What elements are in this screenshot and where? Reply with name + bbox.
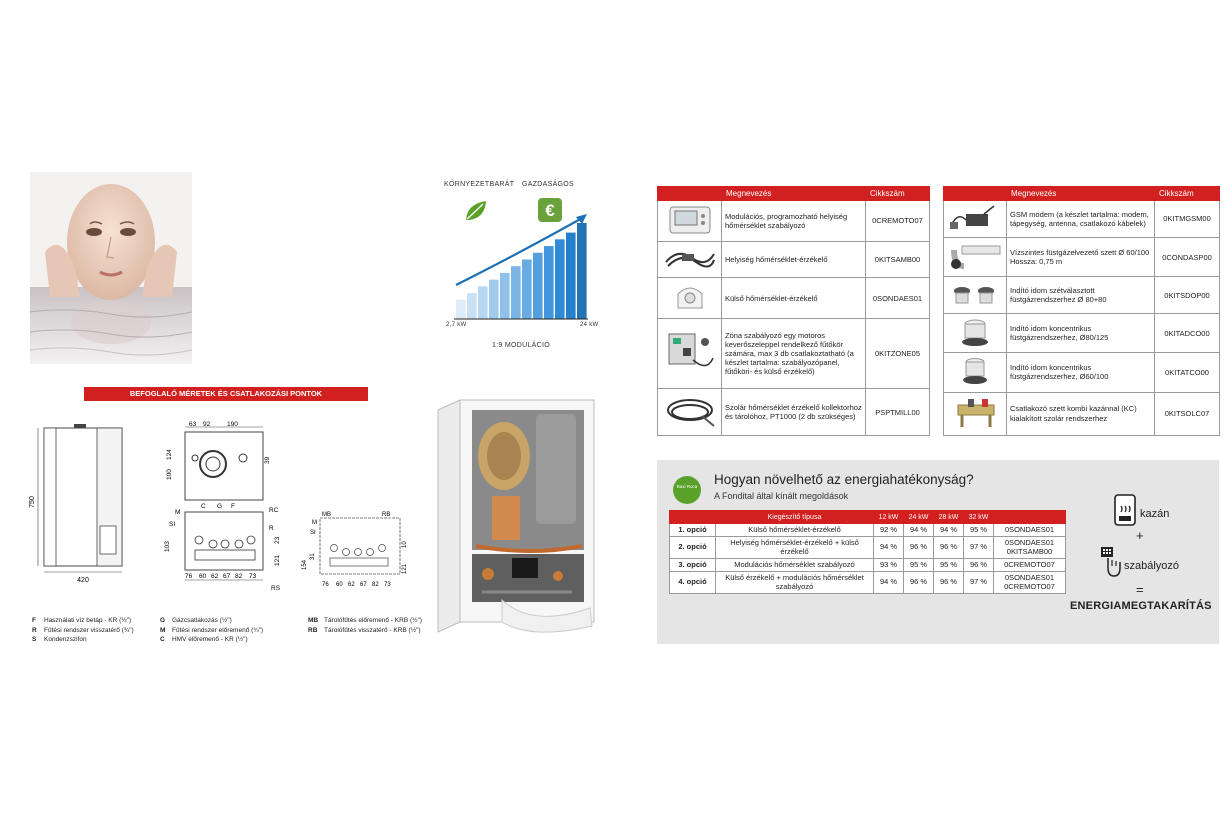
- modulation-caption: 1:9 MODULÁCIÓ: [492, 342, 550, 349]
- depth-dim-2: 23: [274, 536, 281, 544]
- economy-label: GAZDASÁGOS: [522, 181, 575, 188]
- legend-item: G Gázcsatlakozás (½"): [160, 617, 232, 624]
- table-row: [944, 201, 1220, 238]
- bottom-dim-5: 82: [235, 573, 243, 580]
- row-code: 0KITSAMB00: [866, 242, 930, 278]
- legend-item: RB Tárolófűtés visszatérő - KRB (½"): [308, 626, 421, 634]
- legend-item: M Fűtési rendszer előremenő (¾"): [160, 626, 264, 634]
- side-dim-3: 39: [264, 456, 271, 464]
- depth-dim-3: 121: [274, 555, 281, 566]
- row-name: Vízszintes füstgázelvezető szett Ø 60/100 Hossza: 0,75 m: [1007, 238, 1155, 277]
- legend-item: F Használati víz betáp - KR (½"): [32, 617, 132, 624]
- header-type: Kiegészítő típusa: [716, 511, 874, 524]
- table-row: [944, 353, 1220, 392]
- header-code: Cikkszám: [1155, 187, 1220, 201]
- height-label: 750: [29, 496, 36, 508]
- options-header-row: [670, 511, 1066, 524]
- table-row: [944, 314, 1220, 353]
- bottom-dim-2: 60: [199, 573, 207, 580]
- row-name: Modulációs, programozható helyiség hőmérséklet szabályozó: [722, 201, 866, 242]
- equals-sign: =: [1136, 582, 1144, 597]
- table-header-row: [944, 187, 1220, 201]
- header-24kw: 24 kW: [904, 511, 934, 524]
- boiler-icon: [1114, 494, 1136, 528]
- side-dim-2: 124: [166, 449, 173, 460]
- right-bottom-dim-2: 60: [336, 582, 343, 588]
- row-name: Szolár hőmérséklet érzékelő kollektorhoz és tárolóhoz, PT1000 (2 db szükséges): [722, 389, 866, 436]
- table-row: [944, 238, 1220, 277]
- split-adapter-icon: [944, 277, 1007, 314]
- modulation-bar: [489, 280, 499, 319]
- modulation-bar: [533, 253, 543, 319]
- modulation-bar: [522, 259, 532, 319]
- bottom-dim-3: 62: [211, 573, 219, 580]
- modulation-bar: [544, 246, 554, 319]
- outdoor-sensor-icon: [658, 278, 722, 319]
- boiler-front-drawing: [28, 422, 130, 590]
- header-name: Megnevezés: [722, 187, 866, 201]
- face-photo: [30, 172, 192, 364]
- header-code: Cikkszám: [866, 187, 930, 201]
- header-12kw: 12 kW: [874, 511, 904, 524]
- modulation-bar: [467, 293, 477, 319]
- options-row: 2. opció Helyiség hőmérséklet-érzékelő + külső érzékelő 94 % 96 % 96 % 97 % 0SONDAES01 0KITSAMB00: [670, 537, 1066, 559]
- conn-label-rc: RC: [269, 507, 279, 514]
- options-row: 1. opció Külső hőmérséklet-érzékelő 92 % 94 % 94 % 95 % 0SONDAES01: [670, 524, 1066, 537]
- concentric-small-icon: [944, 353, 1007, 392]
- bottom-dim-1: 76: [185, 573, 193, 580]
- side-dim-1: 100: [166, 469, 173, 480]
- bottom-dim-4: 67: [223, 573, 231, 580]
- svg-text:€: €: [545, 201, 555, 220]
- mb-label: MB: [322, 512, 331, 518]
- concentric-adapter-icon: [944, 314, 1007, 353]
- right-dim-1: 154: [302, 559, 308, 570]
- table-row: [658, 242, 930, 278]
- solar-probe-icon: [658, 389, 722, 436]
- eco-label: KÖRNYEZETBARÁT: [444, 181, 515, 188]
- table-row: [658, 389, 930, 436]
- szabalyozo-label: szabályozó: [1124, 560, 1180, 572]
- gsm-modem-icon: [944, 201, 1007, 238]
- row-code: 0KITADCO00: [1155, 314, 1220, 353]
- modulation-bar: [555, 239, 565, 319]
- top-dim-3: 190: [227, 421, 238, 428]
- conn-label-r: R: [269, 525, 274, 532]
- options-table: [669, 510, 1066, 594]
- boiler-internals-photo: [432, 396, 600, 640]
- thermostat-icon: [658, 201, 722, 242]
- modulation-bar: [566, 233, 576, 319]
- right-bottom-dim-3: 62: [348, 582, 355, 588]
- accessories-table-right: [943, 186, 1220, 436]
- row-code: 0KITZONE05: [866, 319, 930, 389]
- conn-label-c: C: [201, 503, 206, 510]
- accessories-table-left: [657, 186, 930, 436]
- boiler-bottom-drawing: [298, 508, 420, 590]
- header-32kw: 32 kW: [964, 511, 994, 524]
- options-row: 4. opció Külső érzékelő + modulációs hőmérséklet szabályozó 94 % 96 % 96 % 97 % 0SONDAES01 0CREMOTO07: [670, 572, 1066, 594]
- conn-label-f: F: [231, 503, 235, 510]
- legend-item: R Fűtési rendszer visszatérő (¾"): [32, 626, 134, 634]
- modulation-bar: [511, 266, 521, 319]
- table-row: [944, 392, 1220, 435]
- legend-item: C HMV előremenő - KR (½"): [160, 636, 248, 643]
- conn-label-rs: RS: [271, 585, 281, 592]
- row-name: Csatlakozó szett kombi kazánnal (KC) kialakított szolár rendszerhez: [1007, 392, 1155, 435]
- top-dim-2: 92: [203, 421, 211, 428]
- legend-col-3: [308, 616, 422, 635]
- conn-label-si: SI: [169, 521, 176, 528]
- row-name: Zóna szabályozó egy motoros keverőszeleppel rendelkező fűtőkör számára, max 3 db csatlakoztatható (a készlet tartalma: szabályozópanel, fűtőköri- és külső érzékelő): [722, 319, 866, 389]
- legend-col-2: [160, 616, 263, 645]
- legend-item: MB Tárolófűtés előremenő - KRB (½"): [308, 617, 423, 624]
- m-label: M: [312, 520, 317, 526]
- conn-label-m: M: [175, 509, 181, 516]
- row-name: Indító idom szétválasztott füstgázrendszerhez Ø 80+80: [1007, 277, 1155, 314]
- zone-board-icon: [658, 319, 722, 389]
- row-code: 0SONDAES01: [866, 278, 930, 319]
- modulation-bar: [577, 223, 587, 319]
- width-label: 420: [77, 577, 89, 584]
- row-name: GSM modem (a készlet tartalma: modem, tápegység, antenna, csatlakozó kábelek): [1007, 201, 1155, 238]
- plus-sign: +: [1136, 528, 1144, 543]
- row-name: Indító idom koncentrikus füstgázrendszerhez, Ø60/100: [1007, 353, 1155, 392]
- table-row: [944, 277, 1220, 314]
- row-name: Helyiség hőmérséklet-érzékelő: [722, 242, 866, 278]
- depth-dim-1: 103: [164, 541, 171, 552]
- table-header-row: [658, 187, 930, 201]
- si-label: SI: [310, 530, 316, 536]
- right-dim-2: 31: [310, 553, 316, 560]
- table-row: [658, 201, 930, 242]
- rb-label: RB: [382, 512, 391, 518]
- row-code: 0CREMOTO07: [866, 201, 930, 242]
- row-code: 0KITMGSM00: [1155, 201, 1220, 238]
- header-28kw: 28 kW: [934, 511, 964, 524]
- flue-kit-icon: [944, 238, 1007, 277]
- right-bottom-dim-5: 82: [372, 582, 379, 588]
- row-code: 0KITATCO00: [1155, 353, 1220, 392]
- modulation-chart: [446, 205, 606, 341]
- badge-icon: Baxi Roca: [673, 476, 701, 504]
- energy-savings-label: ENERGIAMEGTAKARÍTÁS: [1070, 600, 1212, 612]
- row-code: 0CONDASP00: [1155, 238, 1220, 277]
- right-bottom-dim-4: 67: [360, 582, 367, 588]
- row-code: 0KITSOLC07: [1155, 392, 1220, 435]
- efficiency-title: Hogyan növelhető az energiahatékonyság?: [714, 472, 974, 487]
- legend-col-1: [32, 616, 134, 645]
- table-row: [658, 319, 930, 389]
- conn-label-g: G: [217, 503, 223, 510]
- efficiency-subtitle: A Fondital által kínált megoldások: [714, 491, 849, 501]
- right-dim-3: 10: [402, 541, 408, 548]
- row-name: Külső hőmérséklet-érzékelő: [722, 278, 866, 319]
- right-bottom-dim-1: 76: [322, 582, 329, 588]
- dimensions-title: BEFOGLALÓ MÉRETEK ÉS CSATLAKOZÁSI PONTOK: [84, 387, 368, 401]
- options-row: 3. opció Modulációs hőmérséklet szabályozó 93 % 95 % 95 % 96 % 0CREMOTO07: [670, 559, 1066, 572]
- legend-item: S Kondenzszifon: [32, 636, 87, 643]
- kazan-label: kazán: [1140, 508, 1170, 520]
- row-name: Indító idom koncentrikus füstgázrendszerhez, Ø80/125: [1007, 314, 1155, 353]
- row-code: PSPTMILL00: [866, 389, 930, 436]
- modulation-bar: [500, 273, 510, 319]
- axis-max-label: 24 kW: [580, 322, 599, 328]
- header-name: Megnevezés: [1007, 187, 1155, 201]
- sensor-cable-icon: [658, 242, 722, 278]
- modulation-bar: [456, 300, 466, 319]
- axis-min-label: 2,7 kW: [446, 322, 467, 328]
- bottom-dim-6: 73: [249, 573, 257, 580]
- modulation-bar: [478, 286, 488, 319]
- row-code: 0KITSDOP00: [1155, 277, 1220, 314]
- controller-hand-icon: [1100, 546, 1122, 578]
- table-row: [658, 278, 930, 319]
- valve-kit-icon: [944, 392, 1007, 435]
- top-dim-1: 63: [189, 421, 197, 428]
- right-bottom-dim-6: 73: [384, 582, 391, 588]
- boiler-connection-drawing: [155, 420, 300, 592]
- right-dim-4: 121: [402, 563, 408, 574]
